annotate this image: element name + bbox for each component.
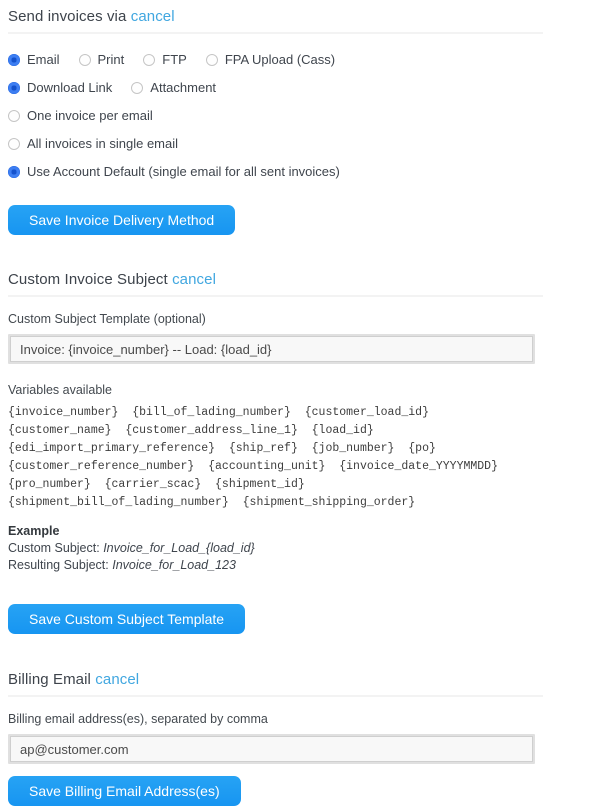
variable-line: {customer_name} {customer_address_line_1} {load_id} [8, 424, 374, 437]
radio-button-icon [8, 54, 20, 66]
custom-invoice-subject-section [8, 271, 543, 634]
save-invoice-delivery-method-button[interactable]: Save Invoice Delivery Method [8, 205, 235, 235]
custom-subject-template-label: Custom Subject Template (optional) [8, 312, 206, 326]
invoice-delivery-section [8, 8, 543, 235]
variable-line: {pro_number} {carrier_scac} {shipment_id} [8, 478, 305, 491]
radio-option-attachment[interactable] [131, 80, 216, 95]
variable-line: {shipment_bill_of_lading_number} {shipment_shipping_order} [8, 496, 416, 509]
radio-button-icon [8, 110, 20, 122]
radio-option-use-account-default[interactable] [8, 164, 340, 179]
radio-button-icon [143, 54, 155, 66]
send-invoices-title: Send invoices via [8, 8, 127, 25]
radio-label: Print [97, 52, 125, 67]
variables-available-label: Variables available [8, 383, 112, 397]
email-link-type-row [8, 81, 543, 94]
example-resulting-subject-line [8, 557, 543, 574]
radio-option-ftp[interactable] [143, 52, 187, 67]
delivery-cancel-link[interactable]: cancel [130, 8, 175, 25]
variable-line: {edi_import_primary_reference} {ship_ref} {job_number} {po} [8, 442, 436, 455]
radio-label: Download Link [27, 80, 113, 95]
billing-email-input[interactable] [8, 734, 535, 764]
radio-button-icon [8, 138, 20, 150]
custom-subject-template-input[interactable] [8, 334, 535, 364]
variables-list [8, 404, 543, 512]
radio-button-icon [8, 82, 20, 94]
grouping-row-all-single-email [8, 137, 543, 150]
send-invoices-heading [8, 8, 543, 34]
billing-cancel-link[interactable]: cancel [95, 671, 140, 688]
delivery-method-row [8, 53, 543, 66]
radio-option-email[interactable] [8, 52, 60, 67]
radio-option-download-link[interactable] [8, 80, 112, 95]
variable-line: {customer_reference_number} {accounting_unit} {invoice_date_YYYYMMDD} [8, 460, 498, 473]
delivery-options [8, 53, 543, 178]
grouping-row-account-default [8, 165, 543, 178]
billing-email-heading [8, 671, 543, 697]
example-custom-subject-line [8, 540, 543, 557]
radio-button-icon [8, 166, 20, 178]
radio-label: Email [27, 52, 60, 67]
radio-option-all-invoices-single-email[interactable] [8, 136, 178, 151]
grouping-row-one-per-email [8, 109, 543, 122]
radio-option-fpa-upload[interactable] [206, 52, 335, 67]
subject-cancel-link[interactable]: cancel [172, 271, 217, 288]
custom-invoice-subject-heading [8, 271, 543, 297]
radio-button-icon [206, 54, 218, 66]
example-result-value: Invoice_for_Load_123 [112, 558, 236, 572]
radio-option-print[interactable] [79, 52, 125, 67]
radio-label: FPA Upload (Cass) [224, 52, 336, 67]
example-result-prefix: Resulting Subject: [8, 558, 113, 572]
save-billing-email-button[interactable]: Save Billing Email Address(es) [8, 776, 241, 806]
billing-email-title: Billing Email [8, 671, 91, 688]
billing-email-label: Billing email address(es), separated by comma [8, 712, 268, 726]
billing-email-section [8, 671, 543, 806]
example-block [8, 523, 543, 574]
radio-label: Attachment [150, 80, 217, 95]
save-custom-subject-template-button[interactable]: Save Custom Subject Template [8, 604, 245, 634]
example-heading: Example [8, 524, 60, 538]
variable-line: {invoice_number} {bill_of_lading_number} {customer_load_id} [8, 406, 429, 419]
example-custom-prefix: Custom Subject: [8, 541, 104, 555]
radio-label: One invoice per email [27, 108, 153, 123]
radio-label: FTP [162, 52, 187, 67]
custom-invoice-subject-title: Custom Invoice Subject [8, 271, 168, 288]
example-custom-value: Invoice_for_Load_{load_id} [103, 541, 255, 555]
radio-label: All invoices in single email [27, 136, 179, 151]
radio-label: Use Account Default (single email for all sent invoices) [27, 164, 340, 179]
radio-button-icon [131, 82, 143, 94]
radio-button-icon [79, 54, 91, 66]
radio-option-one-invoice-per-email[interactable] [8, 108, 153, 123]
